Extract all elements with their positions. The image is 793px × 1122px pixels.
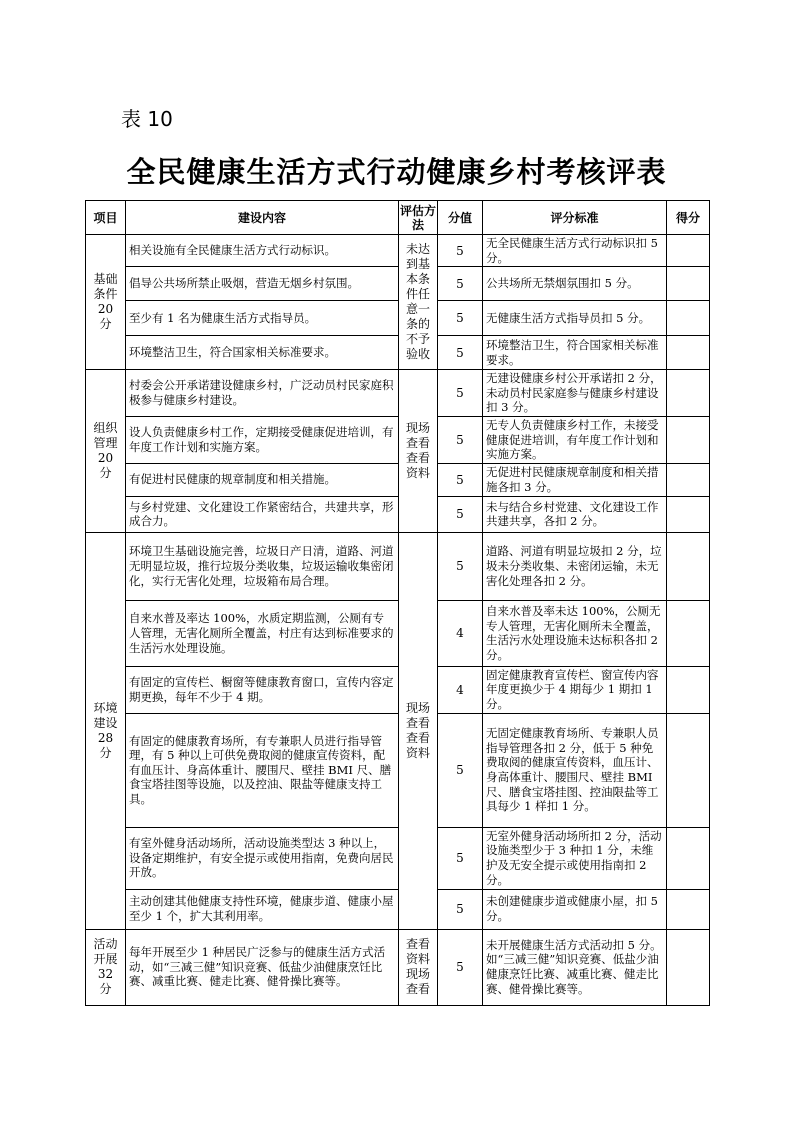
category-text: 20 — [97, 450, 114, 465]
header-item: 项目 — [86, 201, 126, 235]
got-score-cell[interactable] — [667, 267, 710, 301]
table-row — [86, 416, 710, 463]
method-text: 件任 — [405, 287, 430, 302]
standard-cell: 未与结合乡村党建、文化建设工作共建共享，各扣 2 分。 — [483, 496, 667, 532]
method-cell — [399, 370, 438, 533]
content-cell: 每年开展至少 1 种居民广泛参与的健康生活方式活动，如“三减三健”知识竞赛、低盐少油健康烹饪比赛、减重比赛、健走比赛、健骨操比赛等。 — [126, 929, 399, 1005]
method-text: 现场 — [405, 967, 430, 982]
content-cell: 倡导公共场所禁止吸烟，营造无烟乡村氛围。 — [126, 267, 399, 301]
category-text: 组织 — [93, 420, 118, 435]
category-cell — [86, 370, 126, 533]
content-cell: 有促进村民健康的规章制度和相关措施。 — [126, 463, 399, 496]
standard-cell: 无室外健身活动场所扣 2 分，活动设施类型少于 3 种扣 1 分，未维护及无安全提示或使用指南扣 2 分。 — [483, 827, 667, 889]
table-row — [86, 235, 710, 267]
table-row — [86, 666, 710, 713]
category-text: 32 — [97, 967, 114, 982]
content-cell: 主动创建其他健康支持性环境，健康步道、健康小屋至少 1 个，扩大其利用率。 — [126, 889, 399, 929]
standard-cell: 无专人负责健康乡村工作，未接受健康促进培训，有年度工作计划和实施方案。 — [483, 416, 667, 463]
category-text: 环境 — [93, 700, 118, 715]
content-cell: 至少有 1 名为健康生活方式指导员。 — [126, 301, 399, 336]
content-cell: 设人负责健康乡村工作，定期接受健康促进培训，有年度工作计划和实施方案。 — [126, 416, 399, 463]
method-text: 本条 — [405, 272, 430, 287]
content-cell: 环境整洁卫生，符合国家相关标准要求。 — [126, 336, 399, 370]
score-cell: 5 — [438, 267, 483, 301]
standard-cell: 无健康生活方式指导员扣 5 分。 — [483, 301, 667, 336]
table-row — [86, 532, 710, 600]
score-cell: 5 — [438, 532, 483, 600]
score-cell: 5 — [438, 336, 483, 370]
standard-cell: 环境整洁卫生，符合国家相关标准要求。 — [483, 336, 667, 370]
got-score-cell[interactable] — [667, 532, 710, 600]
table-row — [86, 496, 710, 532]
got-score-cell[interactable] — [667, 336, 710, 370]
category-cell — [86, 929, 126, 1005]
method-text: 到基 — [405, 257, 430, 272]
score-cell: 5 — [438, 713, 483, 827]
content-cell: 相关设施有全民健康生活方式行动标识。 — [126, 235, 399, 267]
standard-cell: 无促进村民健康规章制度和相关措施各扣 3 分。 — [483, 463, 667, 496]
got-score-cell[interactable] — [667, 929, 710, 1005]
standard-cell: 固定健康教育宣传栏、窗宣传内容年度更换少于 4 期每少 1 期扣 1 分。 — [483, 666, 667, 713]
table-row — [86, 929, 710, 1005]
category-text: 分 — [99, 982, 112, 997]
content-cell: 有固定的健康教育场所，有专兼职人员进行指导管理，有 5 种以上可供免费取阅的健康宣传资料，配有血压计、身高体重计、腰围尺、壁挂 BMI 尺、膳食宝塔挂图等设施，以及控油、限盐等健康支持工具。 — [126, 713, 399, 827]
standard-cell: 未开展健康生活方式活动扣 5 分。如“三减三健”知识竞赛、低盐少油健康烹饪比赛、减重比赛、健走比赛、健骨操比赛等。 — [483, 929, 667, 1005]
category-text: 条件 — [93, 287, 118, 302]
standard-cell: 自来水普及率未达 100%，公厕无专人管理，无害化厕所未全覆盖，生活污水处理设施未达标积各扣 2 分。 — [483, 600, 667, 666]
category-text: 管理 — [93, 435, 118, 450]
got-score-cell[interactable] — [667, 496, 710, 532]
table-row — [86, 463, 710, 496]
got-score-cell[interactable] — [667, 713, 710, 827]
score-cell: 5 — [438, 496, 483, 532]
category-cell — [86, 532, 126, 929]
got-score-cell[interactable] — [667, 463, 710, 496]
score-cell: 5 — [438, 929, 483, 1005]
table-row — [86, 370, 710, 417]
content-cell: 环境卫生基础设施完善，垃圾日产日清，道路、河道无明显垃圾，推行垃圾分类收集，垃圾运输收集密闭化，实行无害化处理，垃圾箱布局合理。 — [126, 532, 399, 600]
category-text: 活动 — [93, 937, 118, 952]
method-text: 意一 — [405, 302, 430, 317]
method-text: 资料 — [405, 952, 430, 967]
got-score-cell[interactable] — [667, 235, 710, 267]
method-text: 资料 — [405, 465, 430, 480]
table-number-label: 表 10 — [121, 107, 173, 131]
content-cell: 村委会公开承诺建设健康乡村，广泛动员村民家庭积极参与健康乡村建设。 — [126, 370, 399, 417]
score-cell: 4 — [438, 666, 483, 713]
assessment-table — [85, 200, 710, 1006]
table-row — [86, 301, 710, 336]
got-score-cell[interactable] — [667, 889, 710, 929]
standard-cell: 无固定健康教育场所、专兼职人员指导管理各扣 2 分，低于 5 种免费取阅的健康宣传资料，血压计、身高体重计、腰围尺、壁挂 BMI 尺、膳食宝塔挂图、控油限盐等工具每少 1 样扣 1 分。 — [483, 713, 667, 827]
header-standard: 评分标准 — [483, 201, 667, 235]
document-title: 全民健康生活方式行动健康乡村考核评表 — [126, 155, 667, 189]
method-text: 现场 — [405, 420, 430, 435]
method-cell — [399, 929, 438, 1005]
table-body — [86, 235, 710, 1006]
category-text: 20 — [97, 302, 114, 317]
header-row — [86, 201, 710, 235]
score-cell: 5 — [438, 889, 483, 929]
score-cell: 5 — [438, 370, 483, 417]
table-row — [86, 267, 710, 301]
method-text: 查看 — [405, 450, 430, 465]
method-text: 查看 — [405, 730, 430, 745]
table-row — [86, 827, 710, 889]
standard-cell: 道路、河道有明显垃圾扣 2 分，垃圾未分类收集、未密闭运输，未无害化处理各扣 2 分。 — [483, 532, 667, 600]
got-score-cell[interactable] — [667, 301, 710, 336]
method-text: 验收 — [405, 347, 430, 362]
method-cell — [399, 235, 438, 370]
standard-cell: 无全民健康生活方式行动标识扣 5 分。 — [483, 235, 667, 267]
score-cell: 5 — [438, 235, 483, 267]
content-cell: 自来水普及率达 100%，水质定期监测，公厕有专人管理，无害化厕所全覆盖，村庄有达到标准要求的生活污水处理设施。 — [126, 600, 399, 666]
method-text: 现场 — [405, 700, 430, 715]
category-text: 基础 — [93, 272, 118, 287]
standard-cell: 未创建健康步道或健康小屋，扣 5 分。 — [483, 889, 667, 929]
category-text: 分 — [99, 465, 112, 480]
table-row — [86, 600, 710, 666]
table-row — [86, 889, 710, 929]
score-cell: 5 — [438, 463, 483, 496]
method-text: 查看 — [405, 435, 430, 450]
table-row — [86, 336, 710, 370]
method-text: 资料 — [405, 745, 430, 760]
content-cell: 与乡村党建、文化建设工作紧密结合，共建共享，形成合力。 — [126, 496, 399, 532]
method-text: 查看 — [405, 937, 430, 952]
content-cell: 有室外健身活动场所，活动设施类型达 3 种以上，设备定期维护，有安全提示或使用指南，免费向居民开放。 — [126, 827, 399, 889]
header-score: 分值 — [438, 201, 483, 235]
category-text: 建设 — [93, 715, 118, 730]
method-cell — [399, 532, 438, 929]
score-cell: 4 — [438, 600, 483, 666]
category-text: 分 — [99, 745, 112, 760]
got-score-cell[interactable] — [667, 416, 710, 463]
method-text: 条的 — [405, 317, 430, 332]
standard-cell: 无建设健康乡村公开承诺扣 2 分，未动员村民家庭参与健康乡村建设扣 3 分。 — [483, 370, 667, 417]
got-score-cell[interactable] — [667, 827, 710, 889]
score-cell: 5 — [438, 827, 483, 889]
category-text: 开展 — [93, 952, 118, 967]
category-text: 分 — [99, 317, 112, 332]
category-cell — [86, 235, 126, 370]
standard-cell: 公共场所无禁烟氛围扣 5 分。 — [483, 267, 667, 301]
got-score-cell[interactable] — [667, 370, 710, 417]
method-text: 查看 — [405, 982, 430, 997]
table-row — [86, 713, 710, 827]
header-got: 得分 — [667, 201, 710, 235]
header-method: 评估方法 — [399, 201, 438, 235]
got-score-cell[interactable] — [667, 666, 710, 713]
content-cell: 有固定的宣传栏、橱窗等健康教育窗口，宣传内容定期更换，每年不少于 4 期。 — [126, 666, 399, 713]
category-text: 28 — [97, 730, 114, 745]
score-cell: 5 — [438, 416, 483, 463]
method-text: 查看 — [405, 715, 430, 730]
got-score-cell[interactable] — [667, 600, 710, 666]
header-content: 建设内容 — [126, 201, 399, 235]
score-cell: 5 — [438, 301, 483, 336]
method-text: 不予 — [405, 332, 430, 347]
method-text: 未达 — [405, 242, 430, 257]
